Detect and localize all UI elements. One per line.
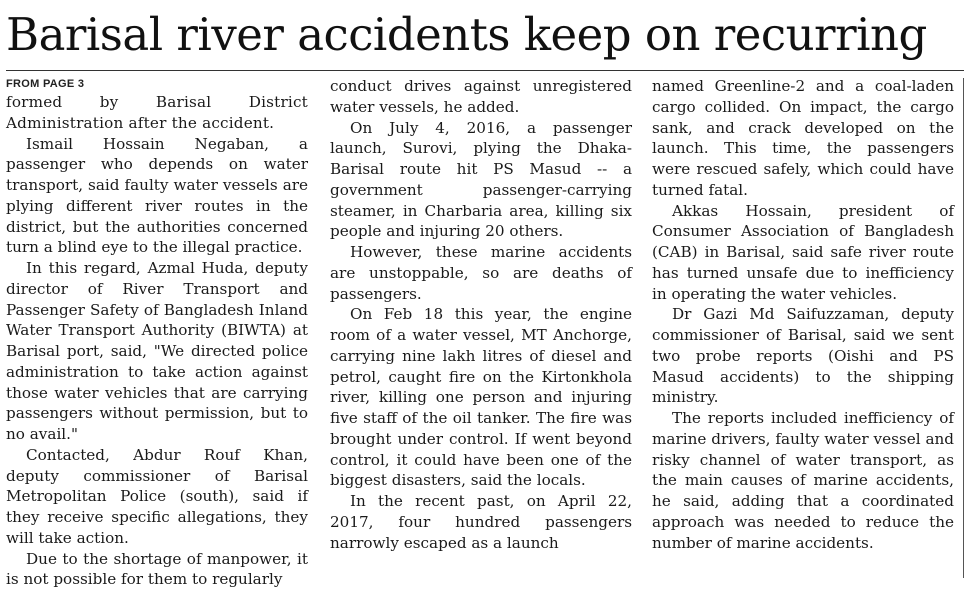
paragraph: Contacted, Abdur Rouf Khan, deputy commissioner of Barisal Metropolitan Police (south), said if they receive specific allegations, they will take action. [6,445,308,547]
paragraph: In the recent past, on April 22, 2017, four hundred passengers narrowly escaped as a launch [330,492,632,552]
paragraph: Ismail Hossain Negaban, a passenger who depends on water transport, said faulty water vessels are plying different river routes in the district, but the authorities concerned turn a blind eye to the illegal practice. [6,134,308,257]
article-column-1 [6,76,308,590]
paragraph: Akkas Hossain, president of Consumer Association of Bangladesh (CAB) in Barisal, said safe river route has turned unsafe due to inefficiency in operating the water vehicles. [652,201,954,303]
paragraph: On Feb 18 this year, the engine room of a water vessel, MT Anchorge, carrying nine lakh litres of diesel and petrol, caught fire on the Kirtonkhola river, killing one person and injuring five staff of the oil tanker. The fire was brought under control. If went beyond control, it could have been one of the biggest disasters, said the locals. [330,305,632,490]
paragraph: However, these marine accidents are unstoppable, so are deaths of passengers. [330,243,632,303]
paragraph: In this regard, Azmal Huda, deputy director of River Transport and Passenger Safety of Bangladesh Inland Water Transport Authority (BIWTA) at Barisal port, said, "We directed police administration to take action against those water vehicles that are carrying passengers without permission, but to no avail." [6,259,308,443]
headline-divider [6,70,964,71]
paragraph: formed by Barisal District Administration after the accident. [6,93,308,132]
article-column-2 [330,76,632,553]
paragraph: conduct drives against unregistered water vessels, he added. [330,77,632,116]
continuation-label: FROM PAGE 3 [6,78,85,90]
paragraph: On July 4, 2016, a passenger launch, Surovi, plying the Dhaka-Barisal route hit PS Masud -- a government passenger-carrying steamer, in Charbaria area, killing six people and injuring 20 others. [330,118,632,241]
paragraph: Due to the shortage of manpower, it is not possible for them to regularly [6,549,308,589]
right-border [963,78,964,578]
article-column-3 [652,76,954,553]
paragraph: Dr Gazi Md Saifuzzaman, deputy commissioner of Barisal, said we sent two probe reports (Oishi and PS Masud accidents) to the shipping ministry. [652,305,954,407]
article-headline: Barisal river accidents keep on recurring [6,8,927,61]
paragraph: The reports included inefficiency of marine drivers, faulty water vessel and risky channel of water transport, as the main causes of marine accidents, he said, adding that a coordinated approach was needed to reduce the number of marine accidents. [652,409,954,552]
paragraph: named Greenline-2 and a coal-laden cargo collided. On impact, the cargo sank, and crack developed on the launch. This time, the passengers were rescued safely, which could have turned fatal. [652,77,954,199]
